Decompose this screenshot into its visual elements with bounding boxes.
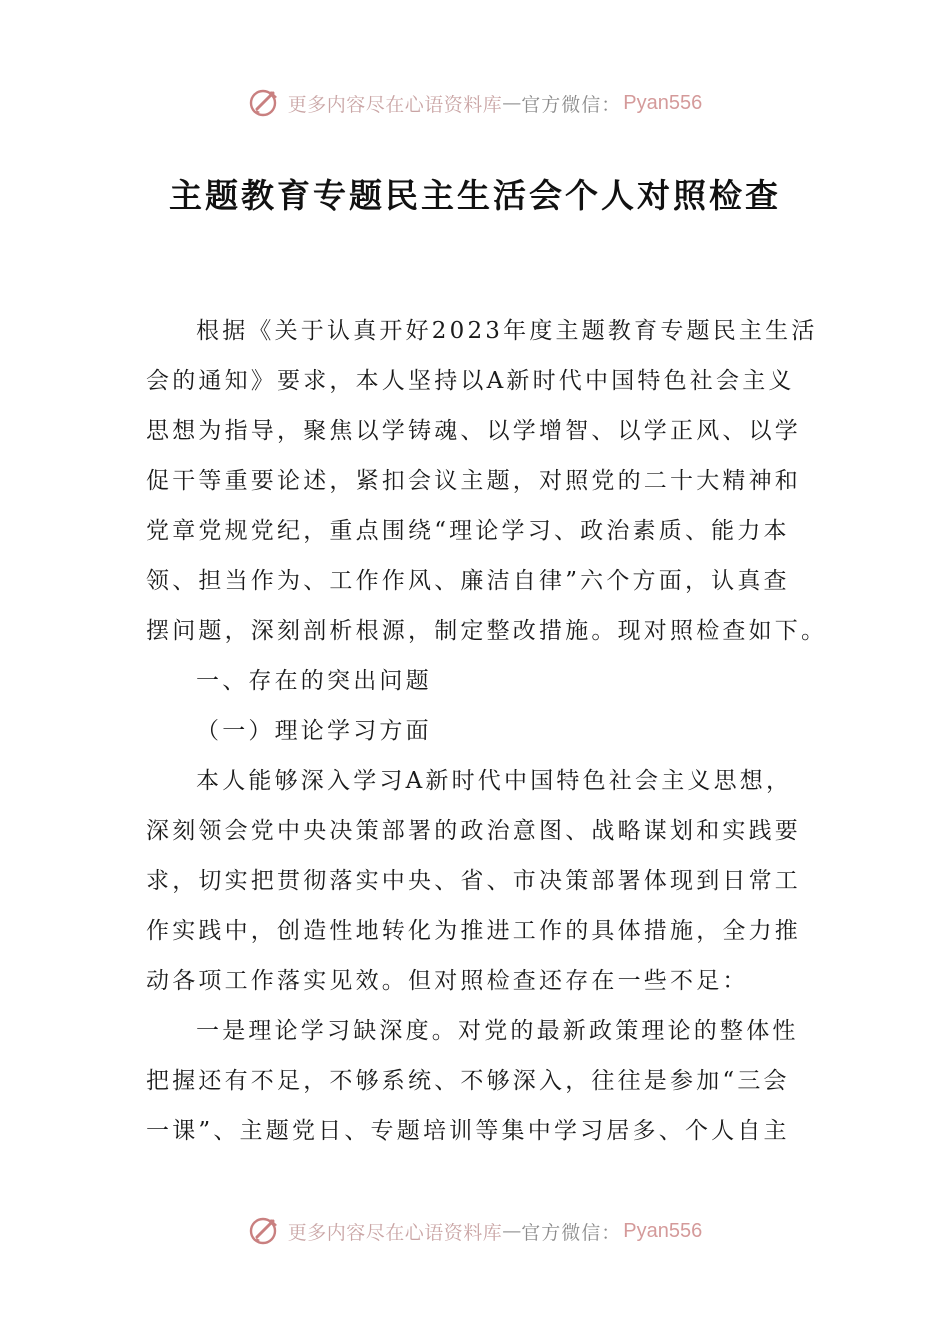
text-line: 根据《关于认真开好2023年度主题教育专题民主生活 [196,318,818,344]
document-body [146,306,828,1156]
text-line: 动各项工作落实见效。但对照检查还存在一些不足： [146,968,749,994]
text-line: 会的通知》要求，本人坚持以A新时代中国特色社会主义 [146,368,795,394]
paragraph-theory [146,756,806,1006]
text-line: 一是理论学习缺深度。对党的最新政策理论的整体性 [196,1018,799,1044]
text-line: 党章党规党纪，重点围绕“理论学习、政治素质、能力本 [146,518,790,544]
watermark-text: 更多内容尽在心语资料库 [287,1221,503,1244]
text-line: 深刻领会党中央决策部署的政治意图、战略谋划和实践要 [146,818,801,844]
text-line: 一课”、主题党日、专题培训等集中学习居多、个人自主 [146,1118,790,1144]
pen-logo-icon [248,86,282,120]
watermark-official-label: 官方微信： [521,1221,622,1244]
text-line: 本人能够深入学习A新时代中国特色社会主义思想， [196,768,793,794]
subsection-heading [146,706,806,756]
paragraph-intro [146,306,828,656]
text-line: 领、担当作为、工作作风、廉洁自律”六个方面，认真查 [146,568,790,594]
text-line: 求，切实把贯彻落实中央、省、市决策部署体现到日常工 [146,868,801,894]
watermark-official-label: 官方微信： [521,93,622,116]
text-line: 一、存在的突出问题 [196,668,432,694]
text-line: 作实践中，创造性地转化为推进工作的具体措施，全力推 [146,918,801,944]
text-line: 把握还有不足，不够系统、不够深入，往往是参加“三会 [146,1068,790,1094]
document-title: 主题教育专题民主生活会个人对照检查 [169,176,781,215]
watermark-wechat-id: Pyan556 [623,1219,703,1242]
text-line: 思想为指导，聚焦以学铸魂、以学增智、以学正风、以学 [146,418,801,444]
watermark-dash: — [502,1220,522,1242]
text-line: 摆问题，深刻剖析根源，制定整改措施。现对照检查如下。 [146,618,828,644]
footer-watermark [0,1211,950,1251]
text-line: （一）理论学习方面 [196,718,432,744]
paragraph-point-one [146,1006,806,1156]
header-watermark [0,83,950,123]
text-line: 促干等重要论述，紧扣会议主题，对照党的二十大精神和 [146,468,801,494]
watermark-text: 更多内容尽在心语资料库 [287,93,503,116]
watermark-wechat-id: Pyan556 [623,91,703,114]
section-heading [146,656,806,706]
pen-logo-icon [248,1214,282,1248]
watermark-dash: — [502,92,522,114]
